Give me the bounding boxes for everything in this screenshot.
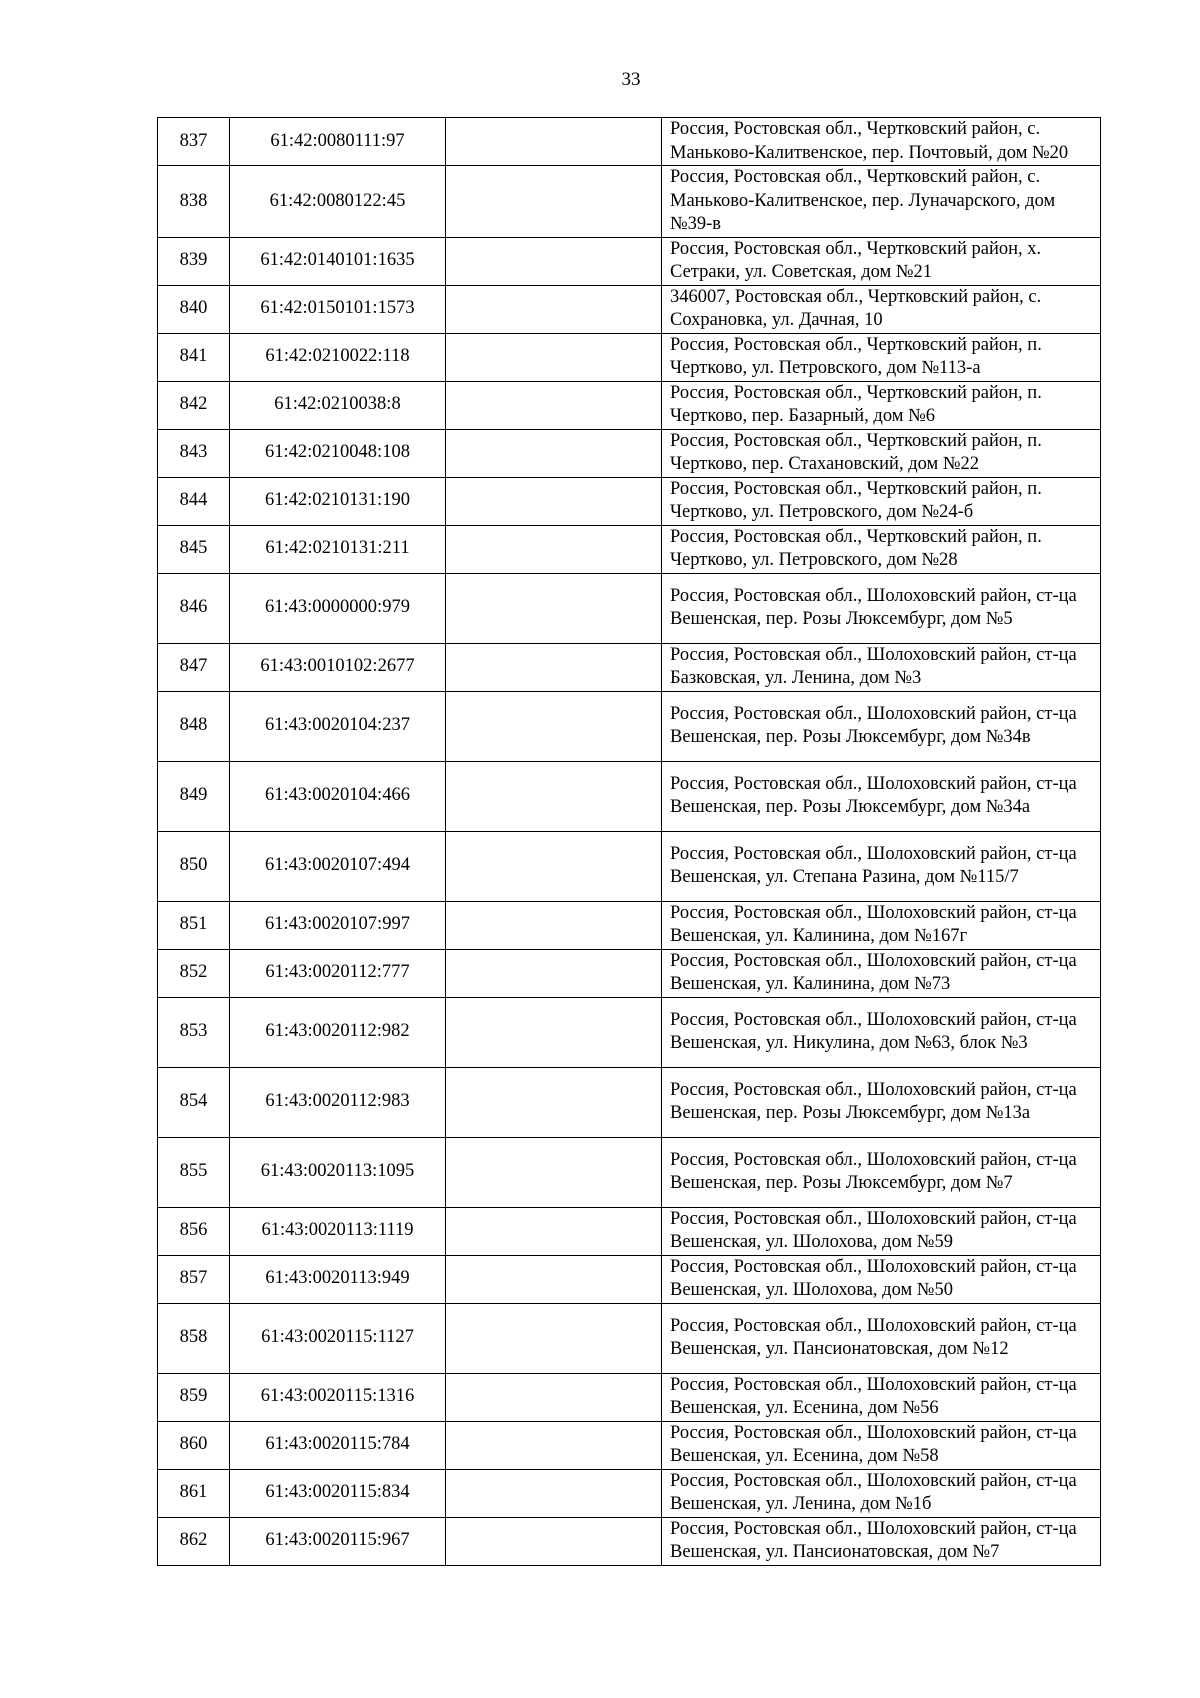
- row-number: 860: [158, 1421, 230, 1469]
- row-number: 837: [158, 118, 230, 166]
- address: Россия, Ростовская обл., Шолоховский район, ст-ца Вешенская, ул. Пансионатовская, дом №12: [662, 1303, 1101, 1373]
- address: Россия, Ростовская обл., Шолоховский район, ст-ца Вешенская, ул. Калинина, дом №73: [662, 949, 1101, 997]
- cadastral-number: 61:42:0210022:118: [230, 333, 446, 381]
- address: Россия, Ростовская обл., Шолоховский район, ст-ца Вешенская, ул. Шолохова, дом №59: [662, 1207, 1101, 1255]
- property-table: [157, 117, 1101, 1566]
- cadastral-number: 61:43:0020115:1127: [230, 1303, 446, 1373]
- address: Россия, Ростовская обл., Чертковский район, п. Чертково, пер. Стахановский, дом №22: [662, 429, 1101, 477]
- row-number: 848: [158, 691, 230, 761]
- address: Россия, Ростовская обл., Шолоховский район, ст-ца Вешенская, ул. Есенина, дом №58: [662, 1421, 1101, 1469]
- row-number: 859: [158, 1373, 230, 1421]
- row-number: 849: [158, 761, 230, 831]
- empty-cell: [446, 901, 662, 949]
- row-number: 854: [158, 1067, 230, 1137]
- empty-cell: [446, 643, 662, 691]
- row-number: 838: [158, 166, 230, 238]
- table-row: [158, 573, 1101, 643]
- cadastral-number: 61:43:0020115:834: [230, 1469, 446, 1517]
- address: Россия, Ростовская обл., Чертковский район, п. Чертково, ул. Петровского, дом №113-а: [662, 333, 1101, 381]
- cadastral-number: 61:43:0020104:237: [230, 691, 446, 761]
- empty-cell: [446, 166, 662, 238]
- address: Россия, Ростовская обл., Шолоховский район, ст-ца Вешенская, пер. Розы Люксембург, дом №5: [662, 573, 1101, 643]
- cadastral-number: 61:42:0210048:108: [230, 429, 446, 477]
- table-row: [158, 285, 1101, 333]
- row-number: 862: [158, 1517, 230, 1565]
- address: Россия, Ростовская обл., Чертковский район, п. Чертково, пер. Базарный, дом №6: [662, 381, 1101, 429]
- table-row: [158, 1469, 1101, 1517]
- table-row: [158, 997, 1101, 1067]
- row-number: 851: [158, 901, 230, 949]
- cadastral-number: 61:42:0080122:45: [230, 166, 446, 238]
- cadastral-number: 61:43:0020113:1095: [230, 1137, 446, 1207]
- empty-cell: [446, 285, 662, 333]
- empty-cell: [446, 525, 662, 573]
- cadastral-number: 61:43:0020112:983: [230, 1067, 446, 1137]
- table-row: [158, 166, 1101, 238]
- row-number: 840: [158, 285, 230, 333]
- empty-cell: [446, 997, 662, 1067]
- cadastral-number: 61:42:0210131:190: [230, 477, 446, 525]
- table-row: [158, 477, 1101, 525]
- empty-cell: [446, 381, 662, 429]
- table-row: [158, 643, 1101, 691]
- address: 346007, Ростовская обл., Чертковский район, с. Сохрановка, ул. Дачная, 10: [662, 285, 1101, 333]
- row-number: 839: [158, 237, 230, 285]
- empty-cell: [446, 429, 662, 477]
- address: Россия, Ростовская обл., Шолоховский район, ст-ца Вешенская, пер. Розы Люксембург, дом №34а: [662, 761, 1101, 831]
- cadastral-number: 61:43:0020107:997: [230, 901, 446, 949]
- table-row: [158, 237, 1101, 285]
- row-number: 861: [158, 1469, 230, 1517]
- table-row: [158, 691, 1101, 761]
- table-row: [158, 1207, 1101, 1255]
- cadastral-number: 61:42:0210131:211: [230, 525, 446, 573]
- row-number: 845: [158, 525, 230, 573]
- row-number: 857: [158, 1255, 230, 1303]
- empty-cell: [446, 1421, 662, 1469]
- empty-cell: [446, 831, 662, 901]
- address: Россия, Ростовская обл., Шолоховский район, ст-ца Вешенская, пер. Розы Люксембург, дом №7: [662, 1137, 1101, 1207]
- table-body: [158, 118, 1101, 1566]
- row-number: 853: [158, 997, 230, 1067]
- address: Россия, Ростовская обл., Чертковский район, с. Маньково-Калитвенское, пер. Почтовый, дом №20: [662, 118, 1101, 166]
- empty-cell: [446, 1517, 662, 1565]
- address: Россия, Ростовская обл., Чертковский район, х. Сетраки, ул. Советская, дом №21: [662, 237, 1101, 285]
- table-row: [158, 1255, 1101, 1303]
- cadastral-number: 61:43:0020112:777: [230, 949, 446, 997]
- table-row: [158, 949, 1101, 997]
- address: Россия, Ростовская обл., Шолоховский район, ст-ца Вешенская, пер. Розы Люксембург, дом №13а: [662, 1067, 1101, 1137]
- empty-cell: [446, 1255, 662, 1303]
- empty-cell: [446, 1469, 662, 1517]
- row-number: 844: [158, 477, 230, 525]
- empty-cell: [446, 1373, 662, 1421]
- empty-cell: [446, 118, 662, 166]
- empty-cell: [446, 237, 662, 285]
- empty-cell: [446, 333, 662, 381]
- cadastral-number: 61:42:0080111:97: [230, 118, 446, 166]
- table-row: [158, 1421, 1101, 1469]
- address: Россия, Ростовская обл., Шолоховский район, ст-ца Вешенская, ул. Калинина, дом №167г: [662, 901, 1101, 949]
- address: Россия, Ростовская обл., Шолоховский район, ст-ца Базковская, ул. Ленина, дом №3: [662, 643, 1101, 691]
- row-number: 843: [158, 429, 230, 477]
- empty-cell: [446, 761, 662, 831]
- cadastral-number: 61:42:0140101:1635: [230, 237, 446, 285]
- cadastral-number: 61:43:0020115:967: [230, 1517, 446, 1565]
- cadastral-number: 61:43:0020115:1316: [230, 1373, 446, 1421]
- empty-cell: [446, 949, 662, 997]
- cadastral-number: 61:43:0020115:784: [230, 1421, 446, 1469]
- row-number: 846: [158, 573, 230, 643]
- row-number: 852: [158, 949, 230, 997]
- table-row: [158, 333, 1101, 381]
- cadastral-number: 61:42:0210038:8: [230, 381, 446, 429]
- table-row: [158, 901, 1101, 949]
- empty-cell: [446, 691, 662, 761]
- table-row: [158, 1373, 1101, 1421]
- table-row: [158, 1067, 1101, 1137]
- row-number: 858: [158, 1303, 230, 1373]
- address: Россия, Ростовская обл., Шолоховский район, ст-ца Вешенская, пер. Розы Люксембург, дом №34в: [662, 691, 1101, 761]
- cadastral-number: 61:43:0020107:494: [230, 831, 446, 901]
- row-number: 842: [158, 381, 230, 429]
- address: Россия, Ростовская обл., Чертковский район, с. Маньково-Калитвенское, пер. Луначарского, дом №39-в: [662, 166, 1101, 238]
- table-row: [158, 1517, 1101, 1565]
- address: Россия, Ростовская обл., Шолоховский район, ст-ца Вешенская, ул. Шолохова, дом №50: [662, 1255, 1101, 1303]
- address: Россия, Ростовская обл., Шолоховский район, ст-ца Вешенская, ул. Есенина, дом №56: [662, 1373, 1101, 1421]
- cadastral-number: 61:43:0020112:982: [230, 997, 446, 1067]
- row-number: 847: [158, 643, 230, 691]
- page-number: 33: [621, 69, 641, 90]
- table-row: [158, 118, 1101, 166]
- table-row: [158, 1137, 1101, 1207]
- empty-cell: [446, 573, 662, 643]
- empty-cell: [446, 1067, 662, 1137]
- table-row: [158, 381, 1101, 429]
- address: Россия, Ростовская обл., Чертковский район, п. Чертково, ул. Петровского, дом №28: [662, 525, 1101, 573]
- address: Россия, Ростовская обл., Шолоховский район, ст-ца Вешенская, ул. Ленина, дом №1б: [662, 1469, 1101, 1517]
- empty-cell: [446, 1137, 662, 1207]
- row-number: 850: [158, 831, 230, 901]
- address: Россия, Ростовская обл., Шолоховский район, ст-ца Вешенская, ул. Степана Разина, дом №115/7: [662, 831, 1101, 901]
- empty-cell: [446, 477, 662, 525]
- row-number: 841: [158, 333, 230, 381]
- cadastral-number: 61:43:0020104:466: [230, 761, 446, 831]
- table-row: [158, 429, 1101, 477]
- cadastral-number: 61:42:0150101:1573: [230, 285, 446, 333]
- cadastral-number: 61:43:0020113:1119: [230, 1207, 446, 1255]
- empty-cell: [446, 1207, 662, 1255]
- table-row: [158, 1303, 1101, 1373]
- cadastral-number: 61:43:0020113:949: [230, 1255, 446, 1303]
- address: Россия, Ростовская обл., Шолоховский район, ст-ца Вешенская, ул. Никулина, дом №63, блок №3: [662, 997, 1101, 1067]
- empty-cell: [446, 1303, 662, 1373]
- cadastral-number: 61:43:0000000:979: [230, 573, 446, 643]
- cadastral-number: 61:43:0010102:2677: [230, 643, 446, 691]
- address: Россия, Ростовская обл., Шолоховский район, ст-ца Вешенская, ул. Пансионатовская, дом №7: [662, 1517, 1101, 1565]
- row-number: 856: [158, 1207, 230, 1255]
- table-row: [158, 831, 1101, 901]
- address: Россия, Ростовская обл., Чертковский район, п. Чертково, ул. Петровского, дом №24-б: [662, 477, 1101, 525]
- table-row: [158, 525, 1101, 573]
- table-row: [158, 761, 1101, 831]
- row-number: 855: [158, 1137, 230, 1207]
